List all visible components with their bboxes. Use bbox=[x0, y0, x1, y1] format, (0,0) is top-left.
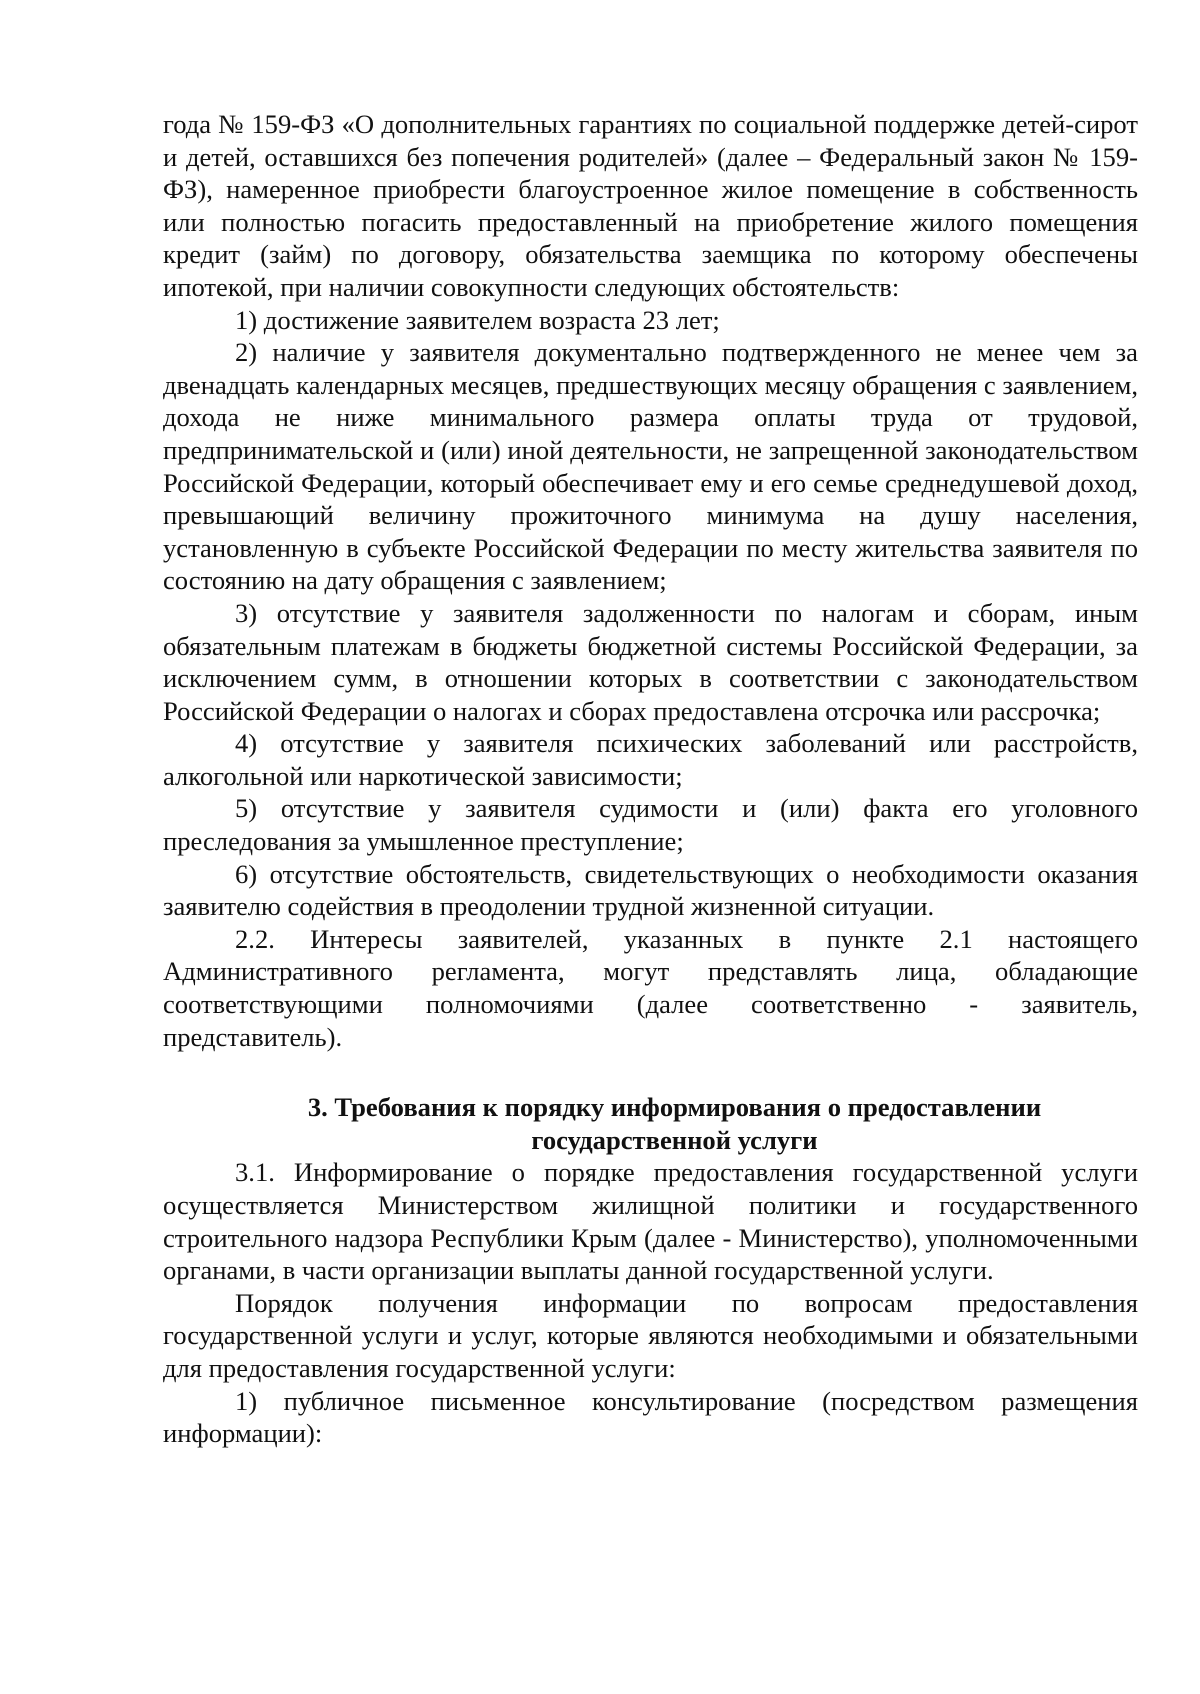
document-page bbox=[163, 108, 1138, 1450]
list-item-no-debt: 3) отсутствие у заявителя задолженности по налогам и сборам, иным обязательным платежам в бюджеты бюджетной системы Российской Федерации, за исключением сумм, в отношении которых в соответствии с законодательством Российской Федерации о налогах и сборах предоставлена отсрочка или рассрочка; bbox=[163, 597, 1138, 726]
section-heading-line2: государственной услуги bbox=[531, 1124, 818, 1155]
list-item-no-hardship: 6) отсутствие обстоятельств, свидетельствующих о необходимости оказания заявителю содействия в преодолении трудной жизненной ситуации. bbox=[163, 858, 1138, 922]
list-item-public-consulting: 1) публичное письменное консультирование (посредством размещения информации): bbox=[163, 1385, 1138, 1449]
paragraph-procedure: Порядок получения информации по вопросам предоставления государственной услуги и услуг, которые являются необходимыми и обязательными для предоставления государственной услуги: bbox=[163, 1287, 1138, 1383]
section-heading bbox=[163, 1091, 1138, 1156]
paragraph-3-1: 3.1. Информирование о порядке предоставления государственной услуги осуществляется Министерством жилищной политики и государственного строительного надзора Республики Крым (далее - Министерство), уполномоченными органами, в части организации выплаты данной государственной услуги. bbox=[163, 1157, 1138, 1286]
list-item-income: 2) наличие у заявителя документально подтвержденного не менее чем за двенадцать календарных месяцев, предшествующих месяцу обращения с заявлением, дохода не ниже минимального размера оплаты труда от трудовой, предпринимательской и (или) иной деятельности, не запрещенной законодательством Российской Федерации, который обеспечивает ему и его семье среднедушевой доход, превышающий величину прожиточного минимума на душу населения, установленную в субъекте Российской Федерации по месту жительства заявителя по состоянию на дату обращения с заявлением; bbox=[163, 337, 1138, 596]
paragraph-continuation: года № 159-ФЗ «О дополнительных гарантиях по социальной поддержке детей-сирот и детей, оставшихся без попечения родителей» (далее – Федеральный закон № 159-ФЗ), намеренное приобрести благоустроенное жилое помещение в собственность или полностью погасить предоставленный на приобретение жилого помещения кредит (займ) по договору, обязательства заемщика по которому обеспечены ипотекой, при наличии совокупности следующих обстоятельств: bbox=[163, 109, 1138, 302]
list-item-no-illness: 4) отсутствие у заявителя психических заболеваний или расстройств, алкогольной или наркотической зависимости; bbox=[163, 728, 1138, 791]
list-item-age: 1) достижение заявителем возраста 23 лет; bbox=[235, 304, 720, 335]
section-heading-line1: 3. Требования к порядку информирования о предоставлении bbox=[307, 1092, 1042, 1123]
list-item-no-conviction: 5) отсутствие у заявителя судимости и (или) факта его уголовного преследования за умышленное преступление; bbox=[163, 793, 1138, 857]
paragraph-2-2: 2.2. Интересы заявителей, указанных в пункте 2.1 настоящего Административного регламента, могут представлять лица, обладающие соответствующими полномочиями (далее соответственно - заявитель, представитель). bbox=[163, 923, 1138, 1052]
